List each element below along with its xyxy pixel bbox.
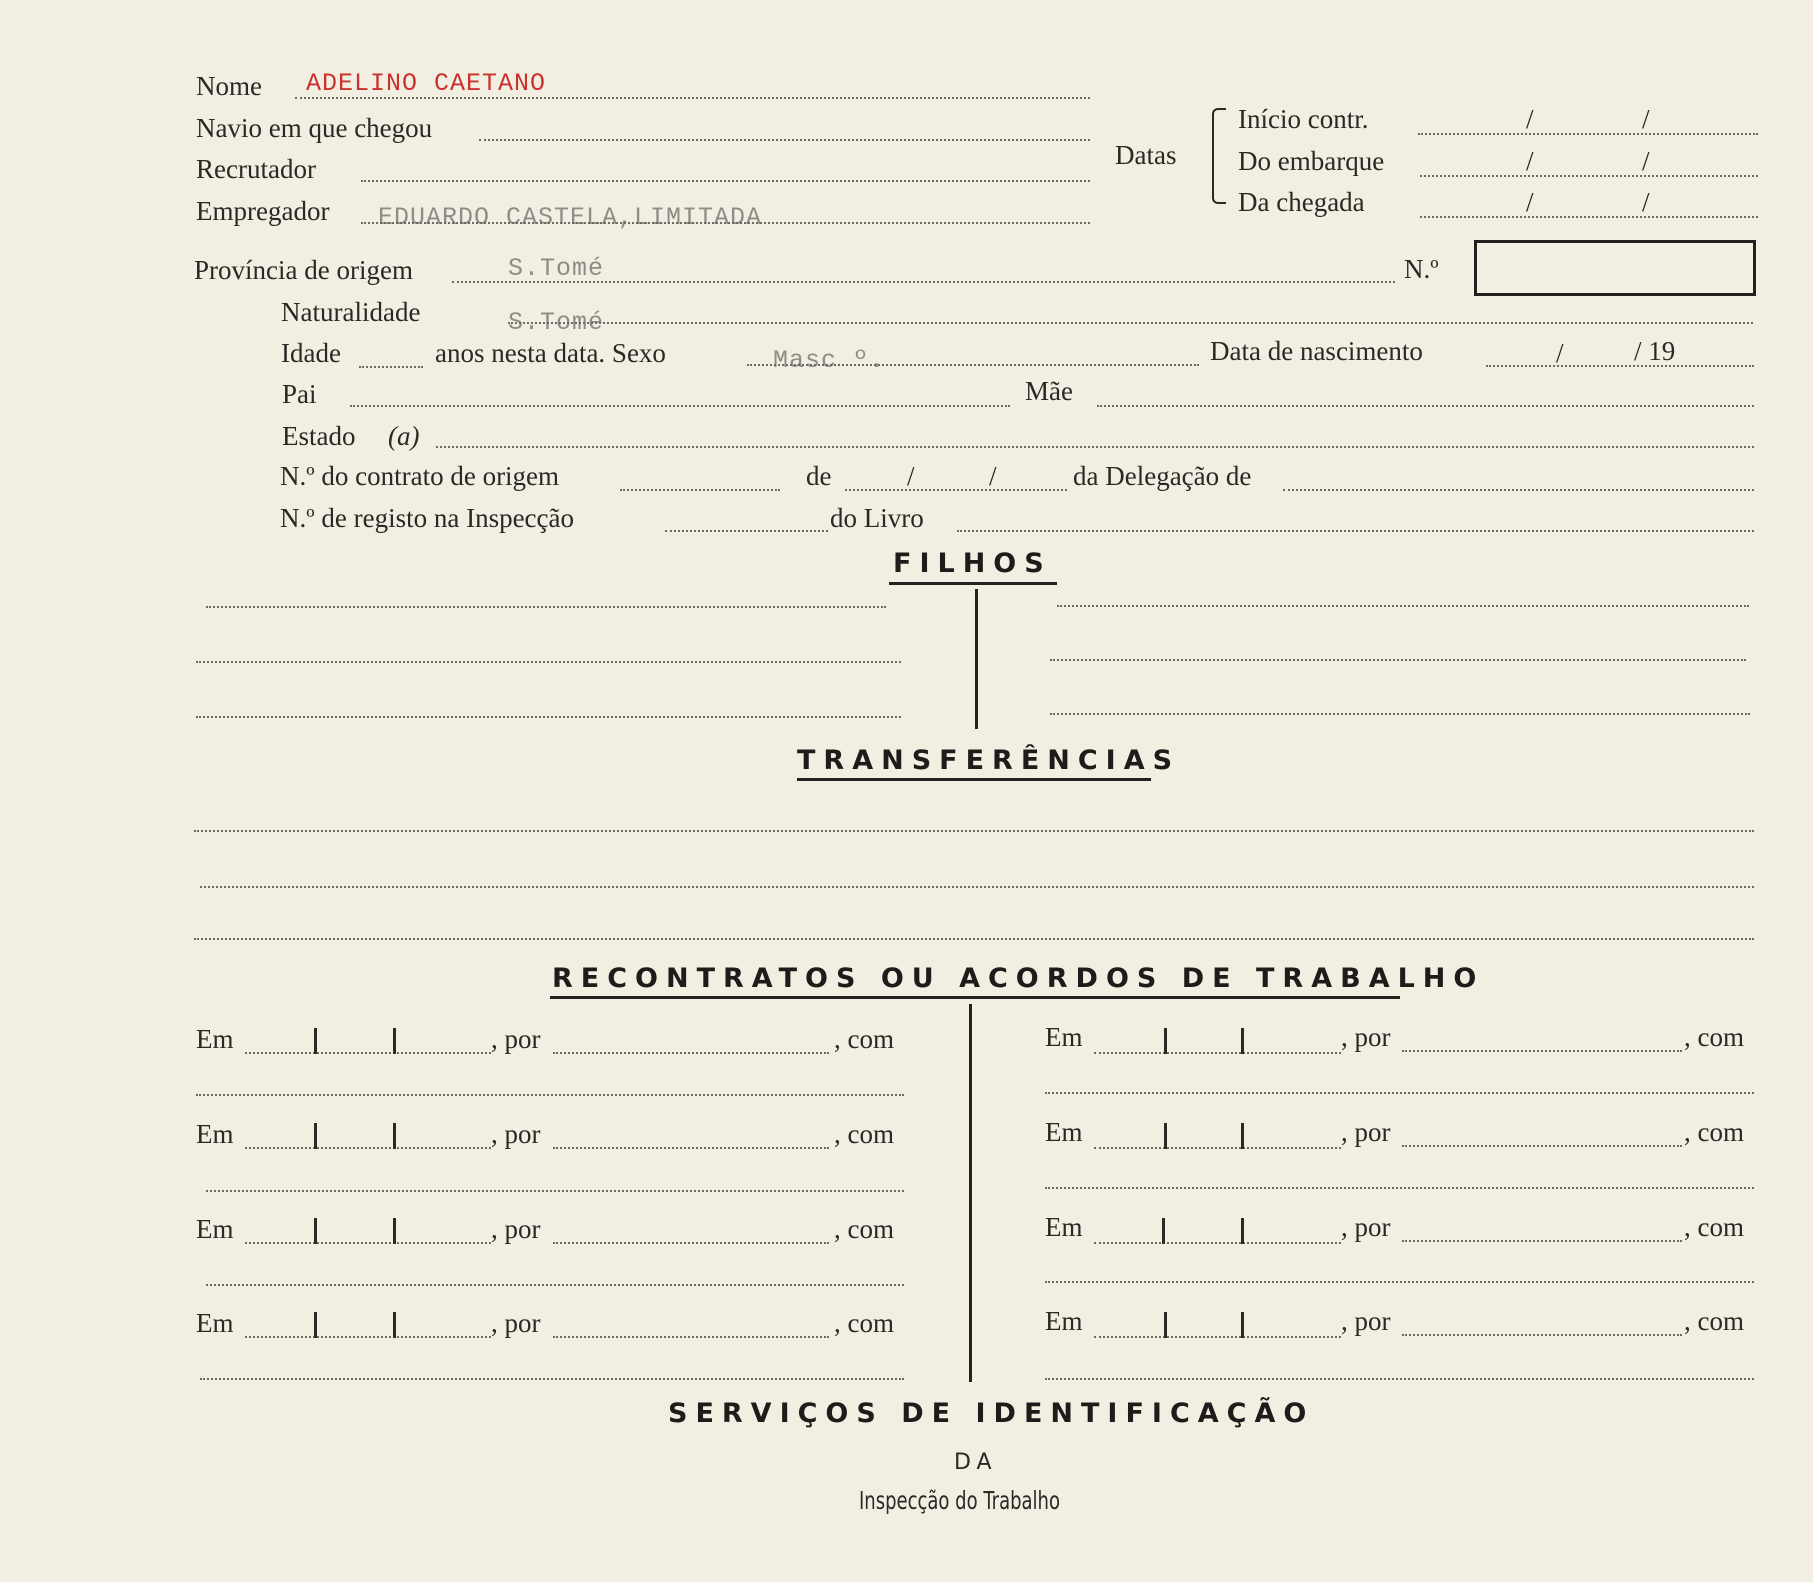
com-field[interactable]	[1045, 1092, 1754, 1094]
chegada-slash-2: /	[1642, 187, 1650, 217]
transferencias-heading: TRANSFERÊNCIAS	[797, 745, 1181, 776]
recrutador-field[interactable]	[361, 180, 1090, 182]
empregador-field[interactable]	[361, 222, 1090, 224]
filhos-line-left-3[interactable]	[196, 716, 901, 718]
nome-label: Nome	[196, 71, 262, 101]
naturalidade-field[interactable]	[508, 322, 1753, 324]
com-field[interactable]	[1045, 1281, 1754, 1283]
naturalidade-value: S.Tomé	[508, 308, 605, 337]
em-label: Em	[196, 1024, 234, 1054]
recrutador-label: Recrutador	[196, 154, 316, 184]
nascimento-field[interactable]	[1486, 365, 1754, 367]
recontratos-heading: RECONTRATOS OU ACORDOS DE TRABALHO	[552, 963, 1485, 994]
por-field[interactable]	[553, 1336, 829, 1338]
footer-da: DA	[954, 1450, 998, 1475]
contrato-date-field[interactable]	[845, 489, 1067, 491]
sexo-value: Masc º.	[773, 346, 886, 375]
com-field[interactable]	[200, 1378, 904, 1380]
por-label: , por	[1341, 1117, 1391, 1147]
transferencias-line-2[interactable]	[200, 886, 1754, 888]
embarque-date-field[interactable]	[1420, 175, 1758, 177]
com-label: , com	[1684, 1212, 1744, 1242]
com-label: , com	[1684, 1117, 1744, 1147]
filhos-line-left-1[interactable]	[206, 606, 886, 608]
embarque-slash-2: /	[1642, 146, 1650, 176]
nome-value: ADELINO CAETANO	[306, 69, 547, 98]
com-field[interactable]	[206, 1190, 904, 1192]
em-date-field[interactable]	[1094, 1242, 1341, 1244]
inicio-slash-2: /	[1642, 104, 1650, 134]
contrato-slash-1: /	[907, 461, 915, 491]
chegada-label: Da chegada	[1238, 187, 1365, 217]
contrato-label: N.º do contrato de origem	[280, 461, 560, 491]
com-field[interactable]	[1045, 1378, 1754, 1380]
contrato-slash-2: /	[989, 461, 997, 491]
em-label: Em	[1045, 1212, 1083, 1242]
embarque-label: Do embarque	[1238, 146, 1385, 176]
transferencias-line-3[interactable]	[194, 938, 1754, 940]
recontratos-divider	[969, 1004, 972, 1382]
em-label: Em	[1045, 1306, 1083, 1336]
por-label: , por	[491, 1119, 541, 1149]
em-label: Em	[1045, 1022, 1083, 1052]
navio-field[interactable]	[479, 139, 1090, 141]
com-field[interactable]	[196, 1094, 904, 1096]
por-label: , por	[491, 1024, 541, 1054]
com-label: , com	[834, 1214, 894, 1244]
por-label: , por	[491, 1214, 541, 1244]
filhos-line-right-1[interactable]	[1057, 605, 1749, 607]
em-label: Em	[196, 1119, 234, 1149]
nome-field[interactable]	[295, 97, 1090, 99]
registo-field[interactable]	[665, 530, 828, 532]
por-label: , por	[491, 1308, 541, 1338]
filhos-heading: FILHOS	[893, 548, 1052, 579]
mae-field[interactable]	[1097, 405, 1754, 407]
sexo-field[interactable]	[747, 364, 1199, 366]
numero-label: N.º	[1404, 254, 1439, 284]
date-separator	[314, 1312, 317, 1338]
footer-title: SERVIÇOS DE IDENTIFICAÇÃO	[668, 1398, 1315, 1429]
estado-label: Estado	[282, 421, 356, 451]
por-field[interactable]	[1402, 1145, 1682, 1147]
contrato-field[interactable]	[620, 489, 780, 491]
empregador-value: EDUARDO CASTELA,LIMITADA	[378, 203, 763, 232]
date-separator	[393, 1123, 396, 1149]
com-label: , com	[834, 1119, 894, 1149]
date-separator	[1164, 1312, 1167, 1338]
filhos-line-right-2[interactable]	[1050, 659, 1746, 661]
filhos-divider	[975, 589, 978, 729]
chegada-slash-1: /	[1526, 187, 1534, 217]
chegada-date-field[interactable]	[1420, 216, 1758, 218]
por-field[interactable]	[1402, 1240, 1682, 1242]
provincia-label: Província de origem	[194, 255, 413, 285]
com-field[interactable]	[206, 1284, 904, 1286]
empregador-label: Empregador	[196, 196, 330, 226]
footer-inspeccao: Inspecção do Trabalho	[859, 1486, 1060, 1515]
em-date-field[interactable]	[245, 1336, 491, 1338]
date-separator	[1162, 1218, 1165, 1244]
com-label: , com	[834, 1024, 894, 1054]
filhos-line-left-2[interactable]	[196, 661, 901, 663]
estado-field[interactable]	[436, 446, 1754, 448]
date-separator	[1241, 1028, 1244, 1054]
pai-label: Pai	[282, 379, 317, 409]
nascimento-label: Data de nascimento	[1210, 336, 1423, 366]
anos-sexo-label: anos nesta data. Sexo	[435, 338, 666, 368]
estado-note: (a)	[388, 421, 420, 451]
date-separator	[314, 1028, 317, 1054]
de-label: de	[806, 461, 832, 491]
por-field[interactable]	[553, 1147, 829, 1149]
date-separator	[314, 1218, 317, 1244]
por-label: , por	[1341, 1212, 1391, 1242]
em-label: Em	[1045, 1117, 1083, 1147]
delegacao-label: da Delegação de	[1073, 461, 1252, 491]
em-date-field[interactable]	[1094, 1147, 1341, 1149]
numero-box[interactable]	[1474, 240, 1756, 296]
filhos-underline	[889, 582, 1057, 585]
date-separator	[393, 1028, 396, 1054]
delegacao-field[interactable]	[1283, 489, 1754, 491]
com-label: , com	[1684, 1022, 1744, 1052]
em-date-field[interactable]	[245, 1242, 491, 1244]
em-date-field[interactable]	[1094, 1336, 1341, 1338]
provincia-value: S.Tomé	[508, 254, 605, 283]
por-label: , por	[1341, 1306, 1391, 1336]
nascimento-year-prefix: / 19	[1634, 336, 1676, 366]
em-date-field[interactable]	[1094, 1052, 1341, 1054]
inicio-date-field[interactable]	[1418, 133, 1758, 135]
idade-field[interactable]	[359, 366, 423, 368]
pai-field[interactable]	[350, 405, 1010, 407]
com-label: , com	[1684, 1306, 1744, 1336]
date-separator	[1241, 1312, 1244, 1338]
inicio-slash-1: /	[1526, 104, 1534, 134]
recontratos-underline	[550, 996, 1400, 999]
date-separator	[314, 1123, 317, 1149]
transferencias-underline	[797, 778, 1151, 781]
datas-brace	[1212, 108, 1226, 204]
date-separator	[1164, 1028, 1167, 1054]
por-field[interactable]	[553, 1052, 829, 1054]
por-label: , por	[1341, 1022, 1391, 1052]
date-separator	[1164, 1123, 1167, 1149]
em-date-field[interactable]	[245, 1147, 491, 1149]
por-field[interactable]	[1402, 1050, 1682, 1052]
date-separator	[1241, 1218, 1244, 1244]
naturalidade-label: Naturalidade	[281, 297, 421, 327]
por-field[interactable]	[1402, 1334, 1682, 1336]
nascimento-slash: /	[1556, 338, 1564, 368]
filhos-line-right-3[interactable]	[1050, 713, 1750, 715]
com-field[interactable]	[1045, 1187, 1754, 1189]
embarque-slash-1: /	[1526, 146, 1534, 176]
inicio-label: Início contr.	[1238, 104, 1369, 134]
com-label: , com	[834, 1308, 894, 1338]
idade-label: Idade	[281, 338, 341, 368]
em-date-field[interactable]	[245, 1052, 491, 1054]
transferencias-line-1[interactable]	[194, 830, 1754, 832]
date-separator	[393, 1312, 396, 1338]
em-label: Em	[196, 1214, 234, 1244]
registo-label: N.º de registo na Inspecção	[280, 503, 575, 533]
livro-label: do Livro	[830, 503, 924, 533]
date-separator	[393, 1218, 396, 1244]
por-field[interactable]	[553, 1242, 829, 1244]
datas-label: Datas	[1115, 140, 1177, 170]
provincia-field[interactable]	[452, 281, 1395, 283]
livro-field[interactable]	[957, 530, 1754, 532]
navio-label: Navio em que chegou	[196, 113, 433, 143]
mae-label: Mãe	[1025, 376, 1073, 406]
em-label: Em	[196, 1308, 234, 1338]
date-separator	[1241, 1123, 1244, 1149]
